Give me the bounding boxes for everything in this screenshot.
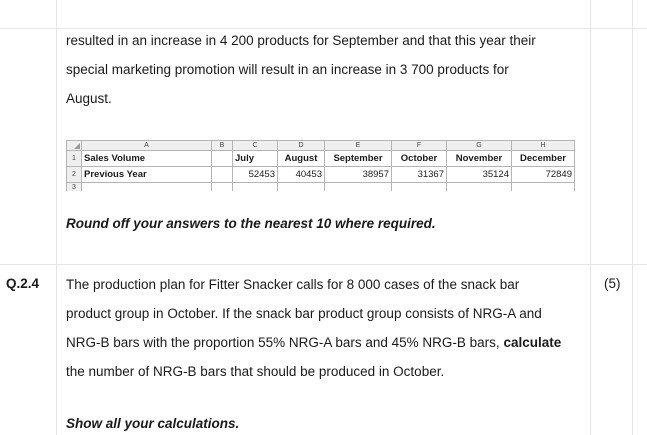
cell-a3 <box>82 183 212 192</box>
show-calculations-note: Show all your calculations. <box>66 416 240 431</box>
cell-b2 <box>212 167 233 183</box>
cell-a1: Sales Volume <box>82 151 212 167</box>
cell-e2: 38957 <box>325 167 392 183</box>
cell-e1: September <box>325 151 392 167</box>
column-header-row <box>67 141 575 151</box>
cell-h1: December <box>512 151 575 167</box>
spreadsheet-excerpt <box>66 140 575 191</box>
round-off-note: Round off your answers to the nearest 10 where required. <box>66 216 436 231</box>
intro-line-2: special marketing promotion will result in an increase in 3 700 products for <box>66 62 509 77</box>
cell-a2: Previous Year <box>82 167 212 183</box>
question-line-4: the number of NRG-B bars that should be produced in October. <box>66 364 445 379</box>
table-row <box>67 167 575 183</box>
grid-line-horizontal-mid <box>0 264 647 265</box>
intro-paragraph <box>66 26 536 113</box>
cell-b1 <box>212 151 233 167</box>
question-marks: (5) <box>604 276 621 291</box>
table-row <box>67 151 575 167</box>
cell-f2: 31367 <box>392 167 447 183</box>
cell-g1: November <box>447 151 512 167</box>
column-header-b: B <box>212 141 233 151</box>
calculate-keyword: calculate <box>503 335 562 350</box>
column-header-d: D <box>278 141 325 151</box>
question-line-3 <box>66 328 561 357</box>
cell-d2: 40453 <box>278 167 325 183</box>
grid-line-vertical-left <box>56 0 57 435</box>
cell-e3 <box>325 183 392 192</box>
spreadsheet-table <box>66 140 575 191</box>
column-header-f: F <box>392 141 447 151</box>
cell-h3 <box>512 183 575 192</box>
question-line-3-text: NRG-B bars with the proportion 55% NRG-A bars and 45% NRG-B bars, <box>66 335 504 350</box>
grid-line-vertical-right <box>590 0 591 435</box>
cell-f1: October <box>392 151 447 167</box>
row-number: 2 <box>67 167 82 183</box>
column-header-e: E <box>325 141 392 151</box>
corner-triangle-icon <box>74 143 80 149</box>
question-text <box>66 270 561 386</box>
cell-f3 <box>392 183 447 192</box>
column-header-c: C <box>233 141 278 151</box>
cell-d3 <box>278 183 325 192</box>
table-row <box>67 183 575 192</box>
column-header-g: G <box>447 141 512 151</box>
column-header-h: H <box>512 141 575 151</box>
grid-line-vertical-edge <box>632 0 633 435</box>
cell-c3 <box>233 183 278 192</box>
cell-g2: 35124 <box>447 167 512 183</box>
cell-d1: August <box>278 151 325 167</box>
question-number: Q.2.4 <box>6 276 40 291</box>
select-all-corner <box>67 141 82 151</box>
cell-c1: July <box>233 151 278 167</box>
cell-g3 <box>447 183 512 192</box>
column-header-a: A <box>82 141 212 151</box>
cell-c2: 52453 <box>233 167 278 183</box>
row-number: 3 <box>67 183 82 192</box>
cell-h2: 72849 <box>512 167 575 183</box>
question-line-1: The production plan for Fitter Snacker calls for 8 000 cases of the snack bar <box>66 277 520 292</box>
intro-line-1: resulted in an increase in 4 200 products for September and that this year their <box>66 33 536 48</box>
row-number: 1 <box>67 151 82 167</box>
intro-line-3: August. <box>66 91 112 106</box>
question-line-2: product group in October. If the snack bar product group consists of NRG-A and <box>66 306 542 321</box>
cell-b3 <box>212 183 233 192</box>
